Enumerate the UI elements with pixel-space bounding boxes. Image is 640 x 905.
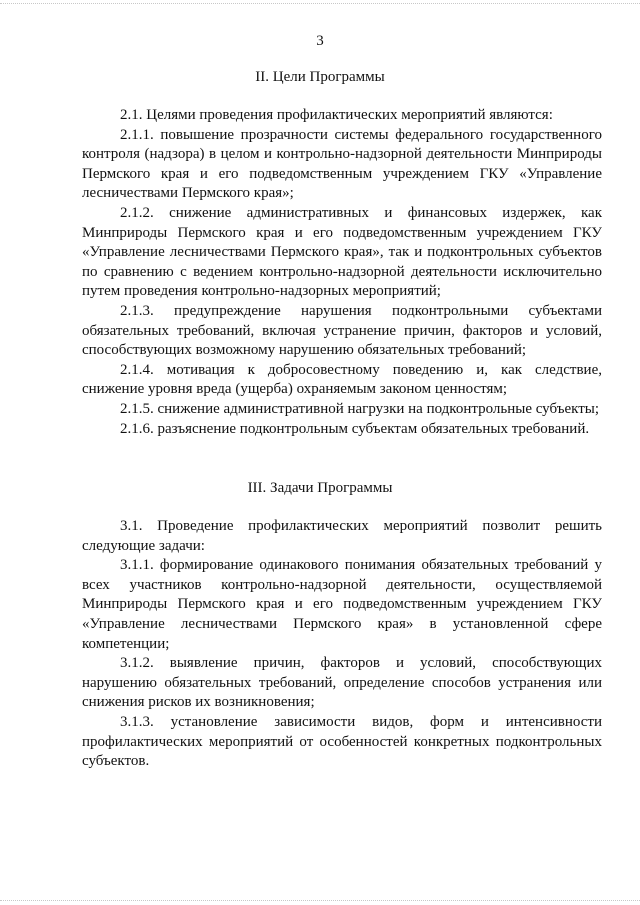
paragraph-2-1-3: 2.1.3. предупреждение нарушения подконтрольными субъектами обязательных требований, включая устранение причин, факторов и условий, способствующих возможному нарушению обязательных требований; <box>82 302 602 359</box>
scan-edge-bottom <box>0 900 640 902</box>
page-number: 3 <box>316 33 324 49</box>
section-goals-body <box>82 106 602 439</box>
paragraph-2-1-5: 2.1.5. снижение административной нагрузки на подконтрольные субъекты; <box>120 400 600 417</box>
paragraph-2-1-2: 2.1.2. снижение административных и финансовых издержек, как Минприроды Пермского края и его подведомственным учреждением ГКУ «Управление лесничествами Пермского края», так и подконтрольных субъектов по сравнению с ведением контрольно-надзорной деятельности исключительно путем проведения контрольно-надзорных мероприятий; <box>82 204 602 300</box>
paragraph-2-1-4: 2.1.4. мотивация к добросовестному поведению и, как следствие, снижение уровня вреда (ущерба) охраняемым законом ценностям; <box>82 361 602 398</box>
paragraph-3-1-2: 3.1.2. выявление причин, факторов и условий, способствующих нарушению обязательных требований, определение способов устранения или снижения рисков их возникновения; <box>82 655 602 711</box>
paragraph-3-1-1: 3.1.1. формирование одинакового понимания обязательных требований у всех участников контрольно-надзорной деятельности, осуществляемой Минприроды Пермского края и его подведомственным учреждением ГКУ «Управление лесничествами Пермского края» в установленной сфере компетенции; <box>82 557 602 652</box>
section-title-tasks: III. Задачи Программы <box>247 480 393 496</box>
paragraph-2-1-6: 2.1.6. разъяснение подконтрольным субъектам обязательных требований. <box>120 420 590 437</box>
scan-edge-top <box>0 3 640 5</box>
paragraph-3-1-3: 3.1.3. установление зависимости видов, форм и интенсивности профилактических мероприятий от особенностей конкретных подконтрольных субъектов. <box>82 713 602 770</box>
section-title-goals: II. Цели Программы <box>255 69 385 85</box>
section-tasks-body <box>82 517 602 772</box>
paragraph-2-1-1: 2.1.1. повышение прозрачности системы федерального государственного контроля (надзора) в целом и контрольно-надзорной деятельности Минприроды Пермского края и его подведомственным учреждением ГКУ «Управление лесничествами Пермского края»; <box>82 126 602 202</box>
paragraph-2-1: 2.1. Целями проведения профилактических мероприятий являются: <box>120 107 553 123</box>
paragraph-3-1: 3.1. Проведение профилактических мероприятий позволит решить следующие задачи: <box>82 518 602 554</box>
